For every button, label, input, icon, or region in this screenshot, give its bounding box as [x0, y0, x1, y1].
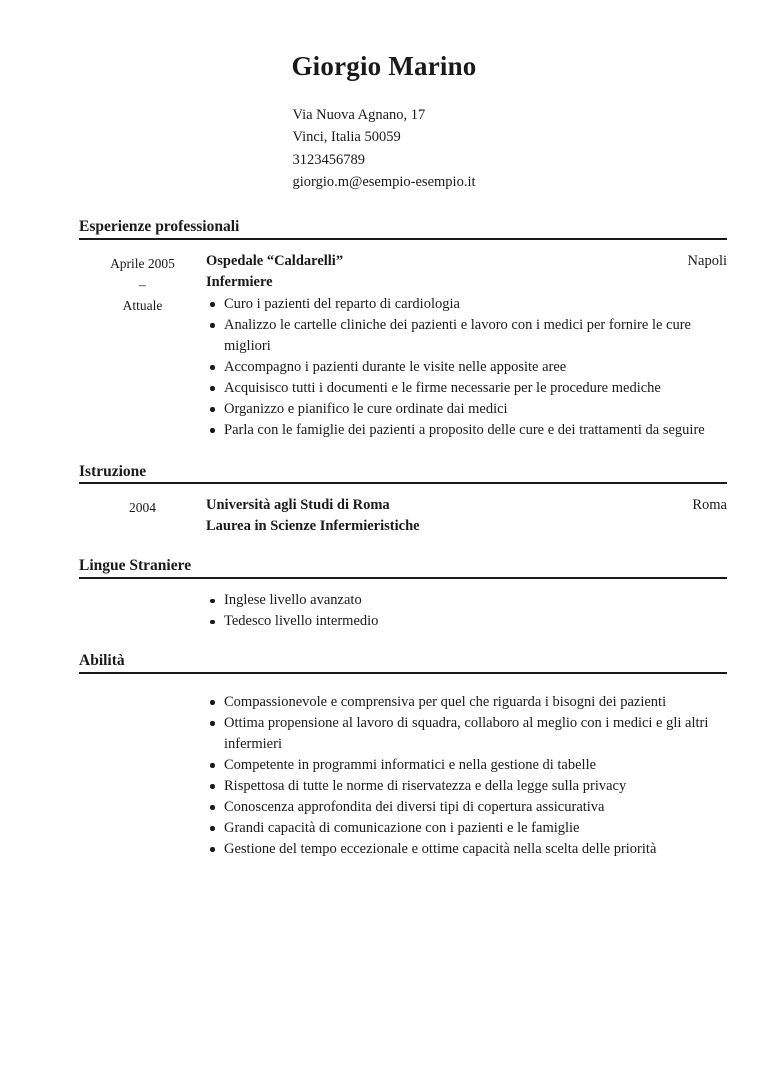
education-entry [79, 495, 727, 537]
experience-date-start: Aprile 2005 [110, 255, 175, 271]
languages-body [206, 590, 727, 632]
list-item: Organizzo e pianifico le cure ordinate dai medici [206, 399, 727, 420]
experience-bullet-list [206, 294, 727, 441]
experience-body [206, 251, 727, 441]
experience-location: Napoli [687, 252, 727, 269]
section-languages [79, 557, 727, 632]
section-heading-experience: Esperienze professionali [79, 218, 727, 240]
languages-bullet-list [206, 590, 727, 632]
education-institution: Università agli Studi di Roma [206, 497, 390, 514]
list-item: Conoscenza approfondita dei diversi tipi di copertura assicurativa [206, 797, 727, 818]
section-heading-languages: Lingue Straniere [79, 557, 727, 579]
education-headline [206, 495, 727, 516]
contact-address-street: Via Nuova Agnano, 17 [292, 106, 426, 123]
contact-phone: 3123456789 [292, 151, 365, 168]
page-title: Giorgio Marino [291, 51, 477, 81]
education-body [206, 495, 727, 537]
list-item: Parla con le famiglie dei pazienti a proposito delle cure e dei trattamenti da seguire [206, 420, 727, 441]
list-item: Curo i pazienti del reparto di cardiologia [206, 294, 727, 315]
list-item: Acquisisco tutti i documenti e le firme necessarie per le procedure mediche [206, 378, 727, 399]
experience-headline [206, 251, 727, 272]
list-item: Analizzo le cartelle cliniche dei pazienti e lavoro con i medici per fornire le cure migliori [206, 315, 727, 357]
section-skills [79, 652, 727, 860]
list-item: Rispettosa di tutte le norme di riservatezza e della legge sulla privacy [206, 776, 727, 797]
experience-role: Infermiere [206, 273, 273, 290]
list-item: Accompagno i pazienti durante le visite nelle apposite aree [206, 357, 727, 378]
contact-address-city: Vinci, Italia 50059 [292, 129, 401, 146]
education-degree: Laurea in Scienze Infermieristiche [206, 518, 420, 535]
education-location: Roma [692, 497, 727, 514]
contact-email: giorgio.m@esempio-esempio.it [292, 174, 476, 191]
list-item: Compassionevole e comprensiva per quel che riguarda i bisogni dei pazienti [206, 692, 727, 713]
list-item: Competente in programmi informatici e nella gestione di tabelle [206, 755, 727, 776]
section-heading-skills: Abilità [79, 652, 727, 674]
experience-date-separator: – [139, 276, 146, 292]
contact-block [292, 104, 475, 194]
experience-employer: Ospedale “Caldarelli” [206, 252, 344, 269]
skills-bullet-list [206, 692, 727, 860]
section-experience [79, 218, 727, 441]
list-item: Ottima propensione al lavoro di squadra, collaboro al meglio con i medici e gli altri infermieri [206, 713, 727, 755]
experience-entry [79, 251, 727, 441]
resume-header [0, 0, 768, 194]
list-item: Inglese livello avanzato [206, 590, 727, 611]
section-education [79, 463, 727, 538]
section-heading-education: Istruzione [79, 463, 727, 485]
list-item: Gestione del tempo eccezionale e ottime capacità nella scelta delle priorità [206, 839, 727, 860]
list-item: Grandi capacità di comunicazione con i pazienti e le famiglie [206, 818, 727, 839]
skills-body [206, 692, 727, 860]
experience-date-range [79, 251, 206, 316]
education-date: 2004 [129, 500, 156, 516]
experience-date-end: Attuale [122, 297, 163, 313]
list-item: Tedesco livello intermedio [206, 611, 727, 632]
